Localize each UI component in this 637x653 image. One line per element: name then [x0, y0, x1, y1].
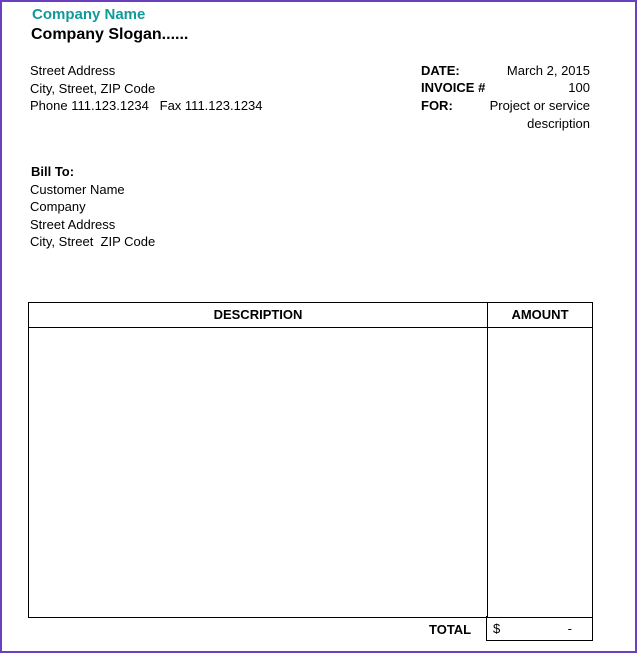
for-label: FOR:	[421, 98, 453, 113]
company-phone-fax: Phone 111.123.1234 Fax 111.123.1234	[30, 98, 263, 113]
company-street: Street Address	[30, 63, 116, 78]
total-value: -	[567, 621, 572, 636]
company-slogan: Company Slogan......	[31, 26, 189, 43]
for-value-line2: description	[527, 116, 590, 131]
company-name: Company Name	[32, 6, 146, 23]
bill-to-customer: Customer Name	[30, 182, 125, 197]
total-label: TOTAL	[429, 622, 472, 637]
bill-to-street: Street Address	[30, 217, 116, 232]
items-table	[28, 302, 593, 618]
amount-header: AMOUNT	[511, 307, 569, 322]
header-divider	[29, 327, 592, 328]
bill-to-label: Bill To:	[31, 164, 75, 179]
company-city: City, Street, ZIP Code	[30, 81, 156, 96]
invoice-value: 100	[568, 80, 590, 95]
bill-to-company: Company	[30, 199, 86, 214]
bill-to-city: City, Street ZIP Code	[30, 234, 156, 249]
column-divider	[487, 303, 488, 617]
date-label: DATE:	[421, 63, 460, 78]
description-header: DESCRIPTION	[213, 307, 303, 322]
currency-symbol: $	[493, 621, 501, 636]
invoice-label: INVOICE #	[421, 80, 486, 95]
total-cell	[486, 616, 593, 641]
for-value-line1: Project or service	[489, 98, 590, 113]
date-value: March 2, 2015	[506, 63, 590, 78]
